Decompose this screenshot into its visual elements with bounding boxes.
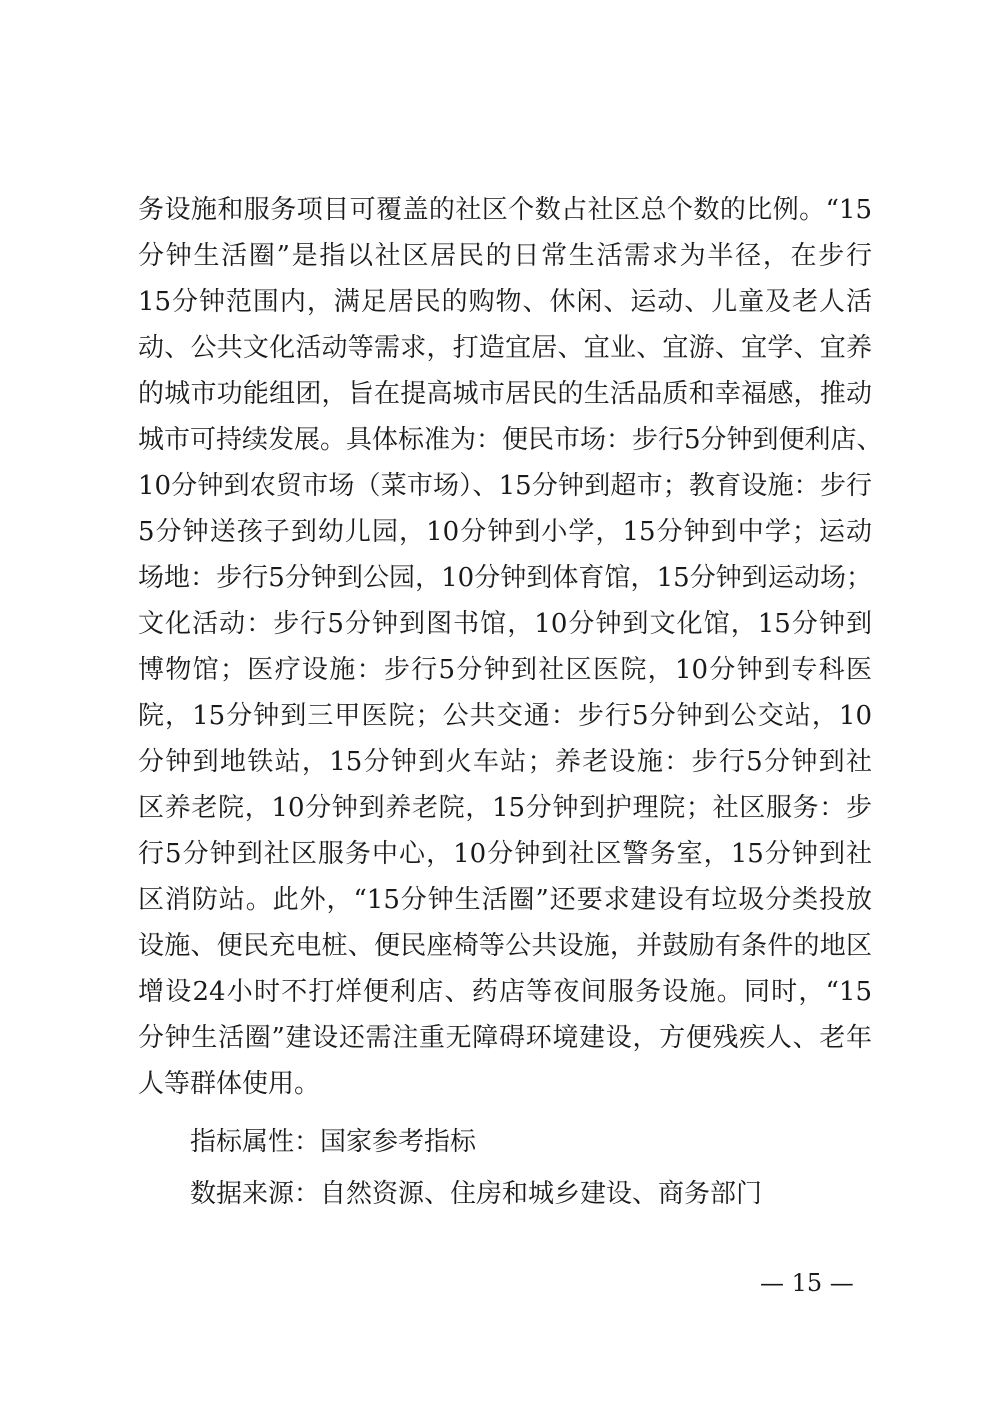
body-text-line: 场地：步行5分钟到公园，10分钟到体育馆，15分钟到运动场； xyxy=(138,563,872,593)
indicator-attribute: 指标属性：国家参考指标 xyxy=(190,1127,477,1157)
body-text-line: 务设施和服务项目可覆盖的社区个数占社区总个数的比例。“15 xyxy=(138,195,872,225)
body-text-line: 15分钟范围内，满足居民的购物、休闲、运动、儿童及老人活 xyxy=(138,287,872,317)
data-source: 数据来源：自然资源、住房和城乡建设、商务部门 xyxy=(190,1179,763,1209)
body-text-line: 动、公共文化活动等需求，打造宜居、宜业、宜游、宜学、宜养 xyxy=(138,333,872,363)
body-text-line: 10分钟到农贸市场（菜市场）、15分钟到超市；教育设施：步行 xyxy=(138,471,872,501)
body-text-line: 人等群体使用。 xyxy=(138,1069,321,1099)
body-text-line: 城市可持续发展。具体标准为：便民市场：步行5分钟到便利店、 xyxy=(138,425,883,455)
body-text-line: 设施、便民充电桩、便民座椅等公共设施，并鼓励有条件的地区 xyxy=(138,931,872,961)
page-number: — 15 — xyxy=(760,1269,854,1297)
body-text-line: 文化活动：步行5分钟到图书馆，10分钟到文化馆，15分钟到 xyxy=(138,609,872,639)
body-text-line: 分钟到地铁站，15分钟到火车站；养老设施：步行5分钟到社 xyxy=(138,747,872,777)
body-text-line: 区消防站。此外，“15分钟生活圈”还要求建设有垃圾分类投放 xyxy=(138,885,872,915)
body-text-line: 博物馆；医疗设施：步行5分钟到社区医院，10分钟到专科医 xyxy=(138,655,872,685)
body-text-line: 增设24小时不打烊便利店、药店等夜间服务设施。同时，“15 xyxy=(138,977,872,1007)
body-text-line: 分钟生活圈”是指以社区居民的日常生活需求为半径，在步行 xyxy=(138,241,872,271)
body-text-line: 5分钟送孩子到幼儿园，10分钟到小学，15分钟到中学；运动 xyxy=(138,517,872,547)
body-text-line: 的城市功能组团，旨在提高城市居民的生活品质和幸福感，推动 xyxy=(138,379,872,409)
body-text-line: 分钟生活圈”建设还需注重无障碍环境建设，方便残疾人、老年 xyxy=(138,1023,872,1053)
body-text-line: 院，15分钟到三甲医院；公共交通：步行5分钟到公交站，10 xyxy=(138,701,872,731)
body-text-line: 区养老院，10分钟到养老院，15分钟到护理院；社区服务：步 xyxy=(138,793,872,823)
body-text-line: 行5分钟到社区服务中心，10分钟到社区警务室，15分钟到社 xyxy=(138,839,872,869)
